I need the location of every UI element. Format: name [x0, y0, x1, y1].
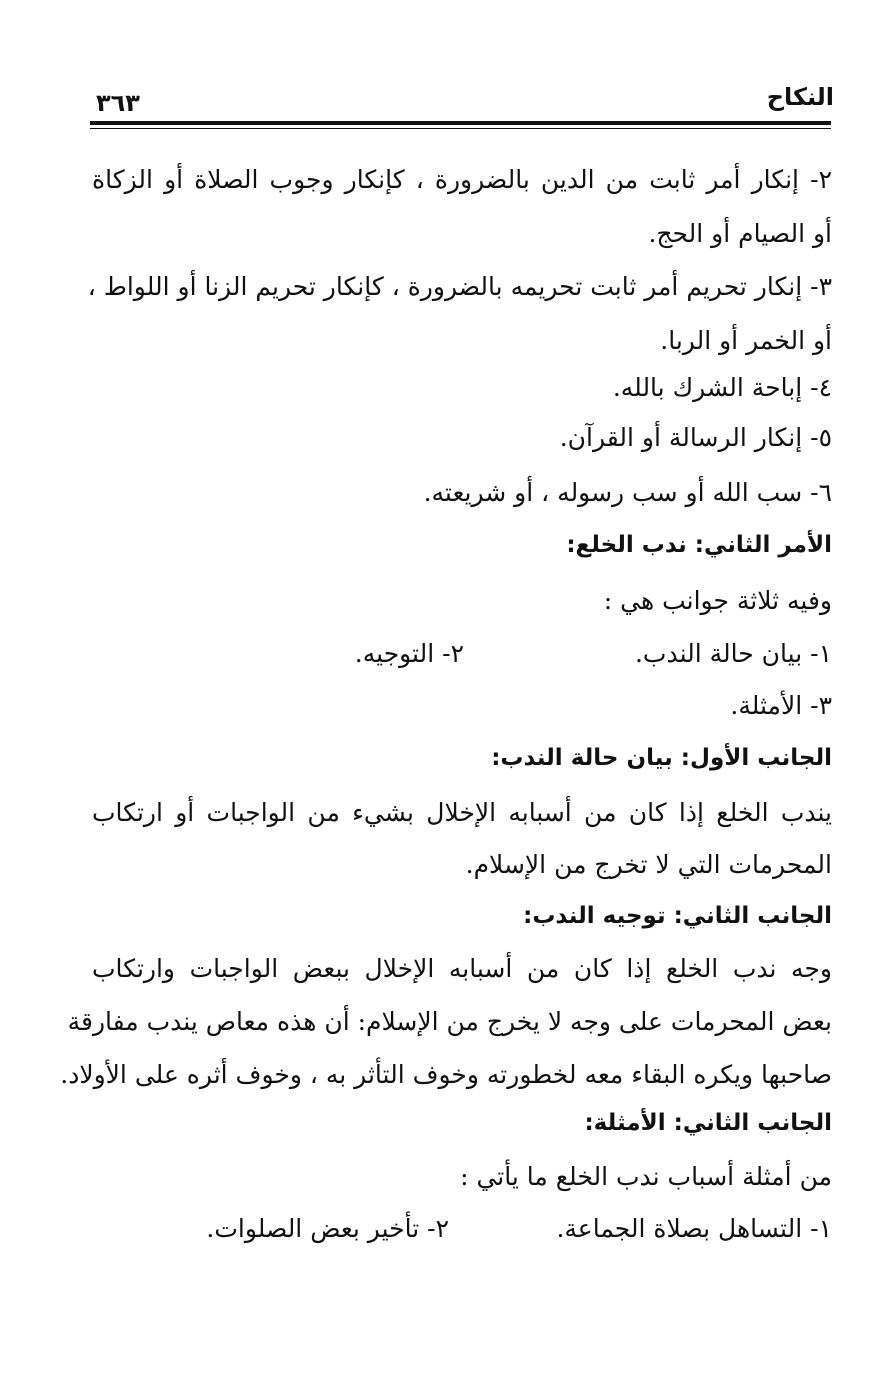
example-item-2: ٢- تأخير بعض الصلوات. — [206, 1214, 449, 1243]
list-item-2-cont: أو الصيام أو الحج. — [648, 219, 832, 248]
paragraph-2-line-3: صاحبها ويكره البقاء معه لخطورته وخوف التأثر به ، وخوف أثره على الأولاد. — [60, 1060, 832, 1089]
list-item-3-cont: أو الخمر أو الربا. — [660, 326, 832, 355]
subsection-heading-3: الجانب الثاني: الأمثلة: — [584, 1110, 832, 1136]
example-item-1: ١- التساهل بصلاة الجماعة. — [556, 1214, 832, 1243]
section-heading-2: الأمر الثاني: ندب الخلع: — [566, 532, 832, 558]
list-item-6: ٦- سب الله أو سب رسوله ، أو شريعته. — [423, 478, 832, 507]
header-rule-thick — [90, 121, 831, 125]
paragraph-2-line-1: وجه ندب الخلع إذا كان من أسبابه الإخلال ببعض الواجبات وارتكاب — [92, 954, 832, 983]
aspect-item-2: ٢- التوجيه. — [354, 639, 464, 668]
aspect-item-3: ٣- الأمثلة. — [730, 691, 832, 720]
paragraph-1-line-1: يندب الخلع إذا كان من أسبابه الإخلال بشيء من الواجبات أو ارتكاب — [92, 798, 832, 827]
aspect-item-1: ١- بيان حالة الندب. — [634, 639, 832, 668]
header-rule-thin — [90, 128, 831, 129]
subsection-heading-1: الجانب الأول: بيان حالة الندب: — [491, 745, 832, 771]
intro-line: وفيه ثلاثة جوانب هي : — [603, 586, 832, 615]
list-item-3: ٣- إنكار تحريم أمر ثابت تحريمه بالضرورة ، كإنكار تحريم الزنا أو اللواط ، — [87, 272, 832, 301]
list-item-5: ٥- إنكار الرسالة أو القرآن. — [559, 423, 832, 452]
paragraph-2-line-2: بعض المحرمات على وجه لا يخرج من الإسلام: أن هذه معاص يندب مفارقة — [67, 1007, 832, 1036]
list-item-2: ٢- إنكار أمر ثابت من الدين بالضرورة ، كإنكار وجوب الصلاة أو الزكاة — [92, 165, 832, 194]
page-number: ٣٦٣ — [96, 89, 140, 117]
examples-intro: من أمثلة أسباب ندب الخلع ما يأتي : — [460, 1162, 832, 1191]
running-title: النكاح — [766, 83, 834, 111]
list-item-4: ٤- إباحة الشرك بالله. — [612, 373, 832, 402]
paragraph-1-line-2: المحرمات التي لا تخرج من الإسلام. — [465, 850, 832, 879]
subsection-heading-2: الجانب الثاني: توجيه الندب: — [523, 903, 832, 929]
